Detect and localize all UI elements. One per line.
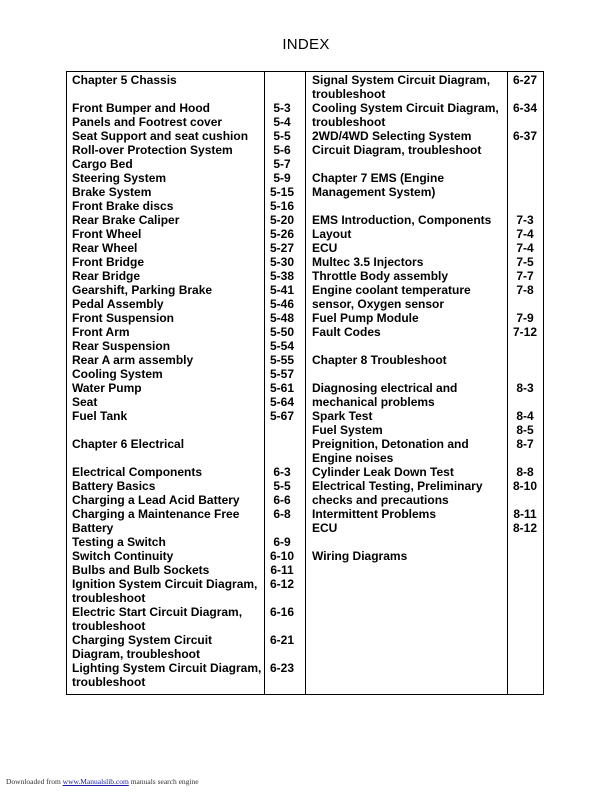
entry-page: 5-30 bbox=[269, 255, 295, 269]
footer bbox=[6, 777, 199, 786]
entry-title: Charging a Lead Acid Battery bbox=[72, 493, 240, 507]
entry-page: 5-6 bbox=[273, 143, 291, 157]
index-entry bbox=[72, 311, 298, 325]
entry-page: 5-38 bbox=[269, 269, 295, 283]
entry-title: Front Brake discs bbox=[72, 199, 174, 213]
entry-title: 2WD/4WD Selecting System Circuit Diagram, troubleshoot bbox=[312, 129, 482, 157]
entry-title: Rear Bridge bbox=[72, 269, 141, 283]
index-entry bbox=[312, 423, 542, 437]
entry-title: Intermittent Problems bbox=[312, 507, 437, 521]
index-entry bbox=[72, 255, 298, 269]
index-entry bbox=[72, 395, 298, 409]
index-entry bbox=[312, 325, 542, 339]
entry-title: Engine coolant temperature sensor, Oxygen sensor bbox=[312, 283, 471, 311]
entry-page: 8-12 bbox=[512, 521, 538, 535]
entry-page: 5-9 bbox=[273, 171, 291, 185]
entry-page: 5-26 bbox=[269, 227, 295, 241]
chapter-heading bbox=[72, 437, 298, 451]
entry-title: Rear A arm assembly bbox=[72, 353, 194, 367]
index-entry bbox=[72, 633, 298, 661]
entry-page: 5-54 bbox=[269, 339, 295, 353]
entry-title: ECU bbox=[312, 241, 338, 255]
index-entry bbox=[72, 507, 298, 535]
index-entry bbox=[72, 241, 298, 255]
entry-page: 6-23 bbox=[269, 661, 295, 675]
entry-title: Seat Support and seat cushion bbox=[72, 129, 249, 143]
entry-page: 5-5 bbox=[273, 479, 291, 493]
entry-title: Front Wheel bbox=[72, 227, 142, 241]
index-entry bbox=[312, 227, 542, 241]
index-entry bbox=[312, 269, 542, 283]
entry-title: Fuel Pump Module bbox=[312, 311, 419, 325]
index-entry bbox=[312, 129, 542, 157]
spacer bbox=[312, 367, 542, 381]
index-entry bbox=[72, 171, 298, 185]
entry-title: Battery Basics bbox=[72, 479, 156, 493]
entry-title: Lighting System Circuit Diagram, troubleshoot bbox=[72, 661, 262, 689]
index-entry bbox=[312, 465, 542, 479]
entry-title: Steering System bbox=[72, 171, 167, 185]
entry-title: Pedal Assembly bbox=[72, 297, 164, 311]
entry-page: 8-5 bbox=[516, 423, 534, 437]
entry-page: 6-16 bbox=[269, 605, 295, 619]
entry-page: 7-5 bbox=[516, 255, 534, 269]
entry-page: 8-4 bbox=[516, 409, 534, 423]
entry-title: Fuel Tank bbox=[72, 409, 128, 423]
entry-title: Fault Codes bbox=[312, 325, 381, 339]
entry-title: Diagnosing electrical and mechanical problems bbox=[312, 381, 458, 409]
entry-title: Chapter 6 Electrical bbox=[72, 437, 185, 451]
entry-title: Seat bbox=[72, 395, 98, 409]
index-entry bbox=[312, 101, 542, 129]
index-entry bbox=[312, 479, 542, 507]
entry-title: Switch Continuity bbox=[72, 549, 174, 563]
entry-title: Front Arm bbox=[72, 325, 130, 339]
index-entry bbox=[312, 409, 542, 423]
entry-page: 5-5 bbox=[273, 129, 291, 143]
entry-page: 5-46 bbox=[269, 297, 295, 311]
index-entry bbox=[312, 241, 542, 255]
entry-page: 5-7 bbox=[273, 157, 291, 171]
index-entry bbox=[72, 549, 298, 563]
entry-page: 6-11 bbox=[270, 563, 294, 577]
index-entry bbox=[72, 381, 298, 395]
right-index-column bbox=[312, 73, 542, 563]
entry-title: Throttle Body assembly bbox=[312, 269, 449, 283]
entry-title: Preignition, Detonation and Engine noises bbox=[312, 437, 469, 465]
index-entry bbox=[312, 381, 542, 409]
entry-page: 7-4 bbox=[516, 227, 534, 241]
index-entry bbox=[72, 661, 298, 689]
entry-title: Wiring Diagrams bbox=[312, 549, 408, 563]
footer-suffix: manuals search engine bbox=[130, 777, 199, 786]
spacer bbox=[312, 199, 542, 213]
entry-title: Front Bridge bbox=[72, 255, 144, 269]
entry-page: 6-12 bbox=[269, 577, 295, 591]
entry-title: Water Pump bbox=[72, 381, 142, 395]
index-entry bbox=[72, 227, 298, 241]
entry-title: Ignition System Circuit Diagram, troubleshoot bbox=[72, 577, 258, 605]
entry-page: 7-9 bbox=[516, 311, 534, 325]
chapter-heading bbox=[312, 549, 542, 563]
index-entry bbox=[72, 185, 298, 199]
entry-title: Cargo Bed bbox=[72, 157, 133, 171]
entry-page: 7-8 bbox=[516, 283, 534, 297]
index-entry bbox=[312, 437, 542, 465]
spacer bbox=[312, 157, 542, 171]
index-entry bbox=[72, 563, 298, 577]
index-entry bbox=[72, 115, 298, 129]
entry-page: 7-7 bbox=[516, 269, 534, 283]
entry-page: 5-20 bbox=[269, 213, 295, 227]
index-entry bbox=[72, 339, 298, 353]
entry-title: ECU bbox=[312, 521, 338, 535]
entry-page: 5-67 bbox=[269, 409, 295, 423]
entry-page: 5-61 bbox=[269, 381, 295, 395]
entry-title: Front Bumper and Hood bbox=[72, 101, 210, 115]
index-entry bbox=[312, 521, 542, 535]
entry-page: 5-16 bbox=[269, 199, 295, 213]
entry-page: 5-57 bbox=[269, 367, 295, 381]
index-entry bbox=[72, 577, 298, 605]
spacer bbox=[72, 451, 298, 465]
page-title: INDEX bbox=[282, 36, 330, 53]
entry-page: 7-3 bbox=[516, 213, 534, 227]
entry-page: 8-3 bbox=[516, 381, 534, 395]
entry-page: 8-11 bbox=[513, 507, 537, 521]
index-entry bbox=[72, 605, 298, 633]
entry-page: 6-9 bbox=[273, 535, 291, 549]
entry-page: 8-10 bbox=[512, 479, 538, 493]
entry-title: Electrical Components bbox=[72, 465, 203, 479]
index-entry bbox=[72, 269, 298, 283]
index-entry bbox=[312, 73, 542, 101]
entry-page: 6-21 bbox=[269, 633, 295, 647]
spacer bbox=[312, 339, 542, 353]
entry-page: 5-64 bbox=[269, 395, 295, 409]
index-entry bbox=[72, 157, 298, 171]
entry-page: 5-41 bbox=[269, 283, 295, 297]
spacer bbox=[312, 535, 542, 549]
spacer bbox=[72, 423, 298, 437]
entry-page: 5-50 bbox=[269, 325, 295, 339]
entry-title: Layout bbox=[312, 227, 352, 241]
entry-page: 7-4 bbox=[516, 241, 534, 255]
entry-title: Bulbs and Bulb Sockets bbox=[72, 563, 210, 577]
entry-page: 5-27 bbox=[269, 241, 295, 255]
entry-title: Rear Brake Caliper bbox=[72, 213, 180, 227]
index-entry bbox=[312, 255, 542, 269]
index-entry bbox=[312, 311, 542, 325]
index-entry bbox=[72, 353, 298, 367]
footer-prefix: Downloaded from bbox=[6, 777, 61, 786]
index-entry bbox=[72, 283, 298, 297]
index-entry bbox=[72, 143, 298, 157]
entry-title: Chapter 8 Troubleshoot bbox=[312, 353, 447, 367]
column-divider bbox=[305, 71, 306, 695]
entry-page: 6-3 bbox=[273, 465, 291, 479]
entry-page: 5-3 bbox=[273, 101, 291, 115]
footer-link[interactable]: www.Manualslib.com bbox=[62, 777, 129, 786]
entry-title: Multec 3.5 Injectors bbox=[312, 255, 424, 269]
entry-page: 7-12 bbox=[512, 325, 538, 339]
index-entry bbox=[72, 367, 298, 381]
entry-page: 5-15 bbox=[269, 185, 295, 199]
index-entry bbox=[72, 101, 298, 115]
left-index-column bbox=[72, 73, 298, 689]
entry-page: 6-27 bbox=[512, 73, 538, 87]
index-entry bbox=[72, 129, 298, 143]
entry-title: Roll-over Protection System bbox=[72, 143, 233, 157]
index-entry bbox=[72, 213, 298, 227]
entry-page: 5-4 bbox=[273, 115, 291, 129]
index-entry bbox=[72, 465, 298, 479]
entry-title: Gearshift, Parking Brake bbox=[72, 283, 213, 297]
entry-page: 5-48 bbox=[269, 311, 295, 325]
entry-page: 6-37 bbox=[512, 129, 538, 143]
entry-title: Charging System Circuit Diagram, troubleshoot bbox=[72, 633, 213, 661]
entry-page: 6-8 bbox=[273, 507, 291, 521]
entry-page: 6-34 bbox=[512, 101, 538, 115]
index-entry bbox=[72, 535, 298, 549]
index-entry bbox=[312, 213, 542, 227]
entry-page: 8-7 bbox=[516, 437, 534, 451]
chapter-heading bbox=[312, 353, 542, 367]
entry-page: 6-6 bbox=[273, 493, 291, 507]
entry-title: Chapter 5 Chassis bbox=[72, 73, 177, 87]
entry-title: EMS Introduction, Components bbox=[312, 213, 492, 227]
index-entry bbox=[72, 297, 298, 311]
entry-title: Rear Wheel bbox=[72, 241, 138, 255]
index-entry bbox=[72, 325, 298, 339]
entry-title: Charging a Maintenance Free Battery bbox=[72, 507, 240, 535]
chapter-heading bbox=[72, 73, 298, 87]
index-entry bbox=[72, 409, 298, 423]
entry-title: Chapter 7 EMS (Engine Management System) bbox=[312, 171, 445, 199]
index-entry bbox=[72, 199, 298, 213]
entry-title: Electrical Testing, Preliminary checks and precautions bbox=[312, 479, 483, 507]
chapter-heading bbox=[312, 171, 542, 199]
entry-title: Brake System bbox=[72, 185, 152, 199]
entry-page: 6-10 bbox=[269, 549, 295, 563]
entry-title: Testing a Switch bbox=[72, 535, 166, 549]
index-entry bbox=[312, 507, 542, 521]
entry-title: Panels and Footrest cover bbox=[72, 115, 223, 129]
index-entry bbox=[312, 283, 542, 311]
entry-title: Fuel System bbox=[312, 423, 383, 437]
entry-title: Spark Test bbox=[312, 409, 373, 423]
entry-title: Signal System Circuit Diagram, troubleshoot bbox=[312, 73, 491, 101]
entry-page: 5-55 bbox=[269, 353, 295, 367]
entry-title: Front Suspension bbox=[72, 311, 174, 325]
index-entry bbox=[72, 493, 298, 507]
entry-title: Rear Suspension bbox=[72, 339, 171, 353]
entry-title: Cylinder Leak Down Test bbox=[312, 465, 454, 479]
entry-title: Electric Start Circuit Diagram, troubleshoot bbox=[72, 605, 243, 633]
entry-page: 8-8 bbox=[516, 465, 534, 479]
entry-title: Cooling System bbox=[72, 367, 163, 381]
spacer bbox=[72, 87, 298, 101]
entry-title: Cooling System Circuit Diagram, troubleshoot bbox=[312, 101, 499, 129]
index-entry bbox=[72, 479, 298, 493]
